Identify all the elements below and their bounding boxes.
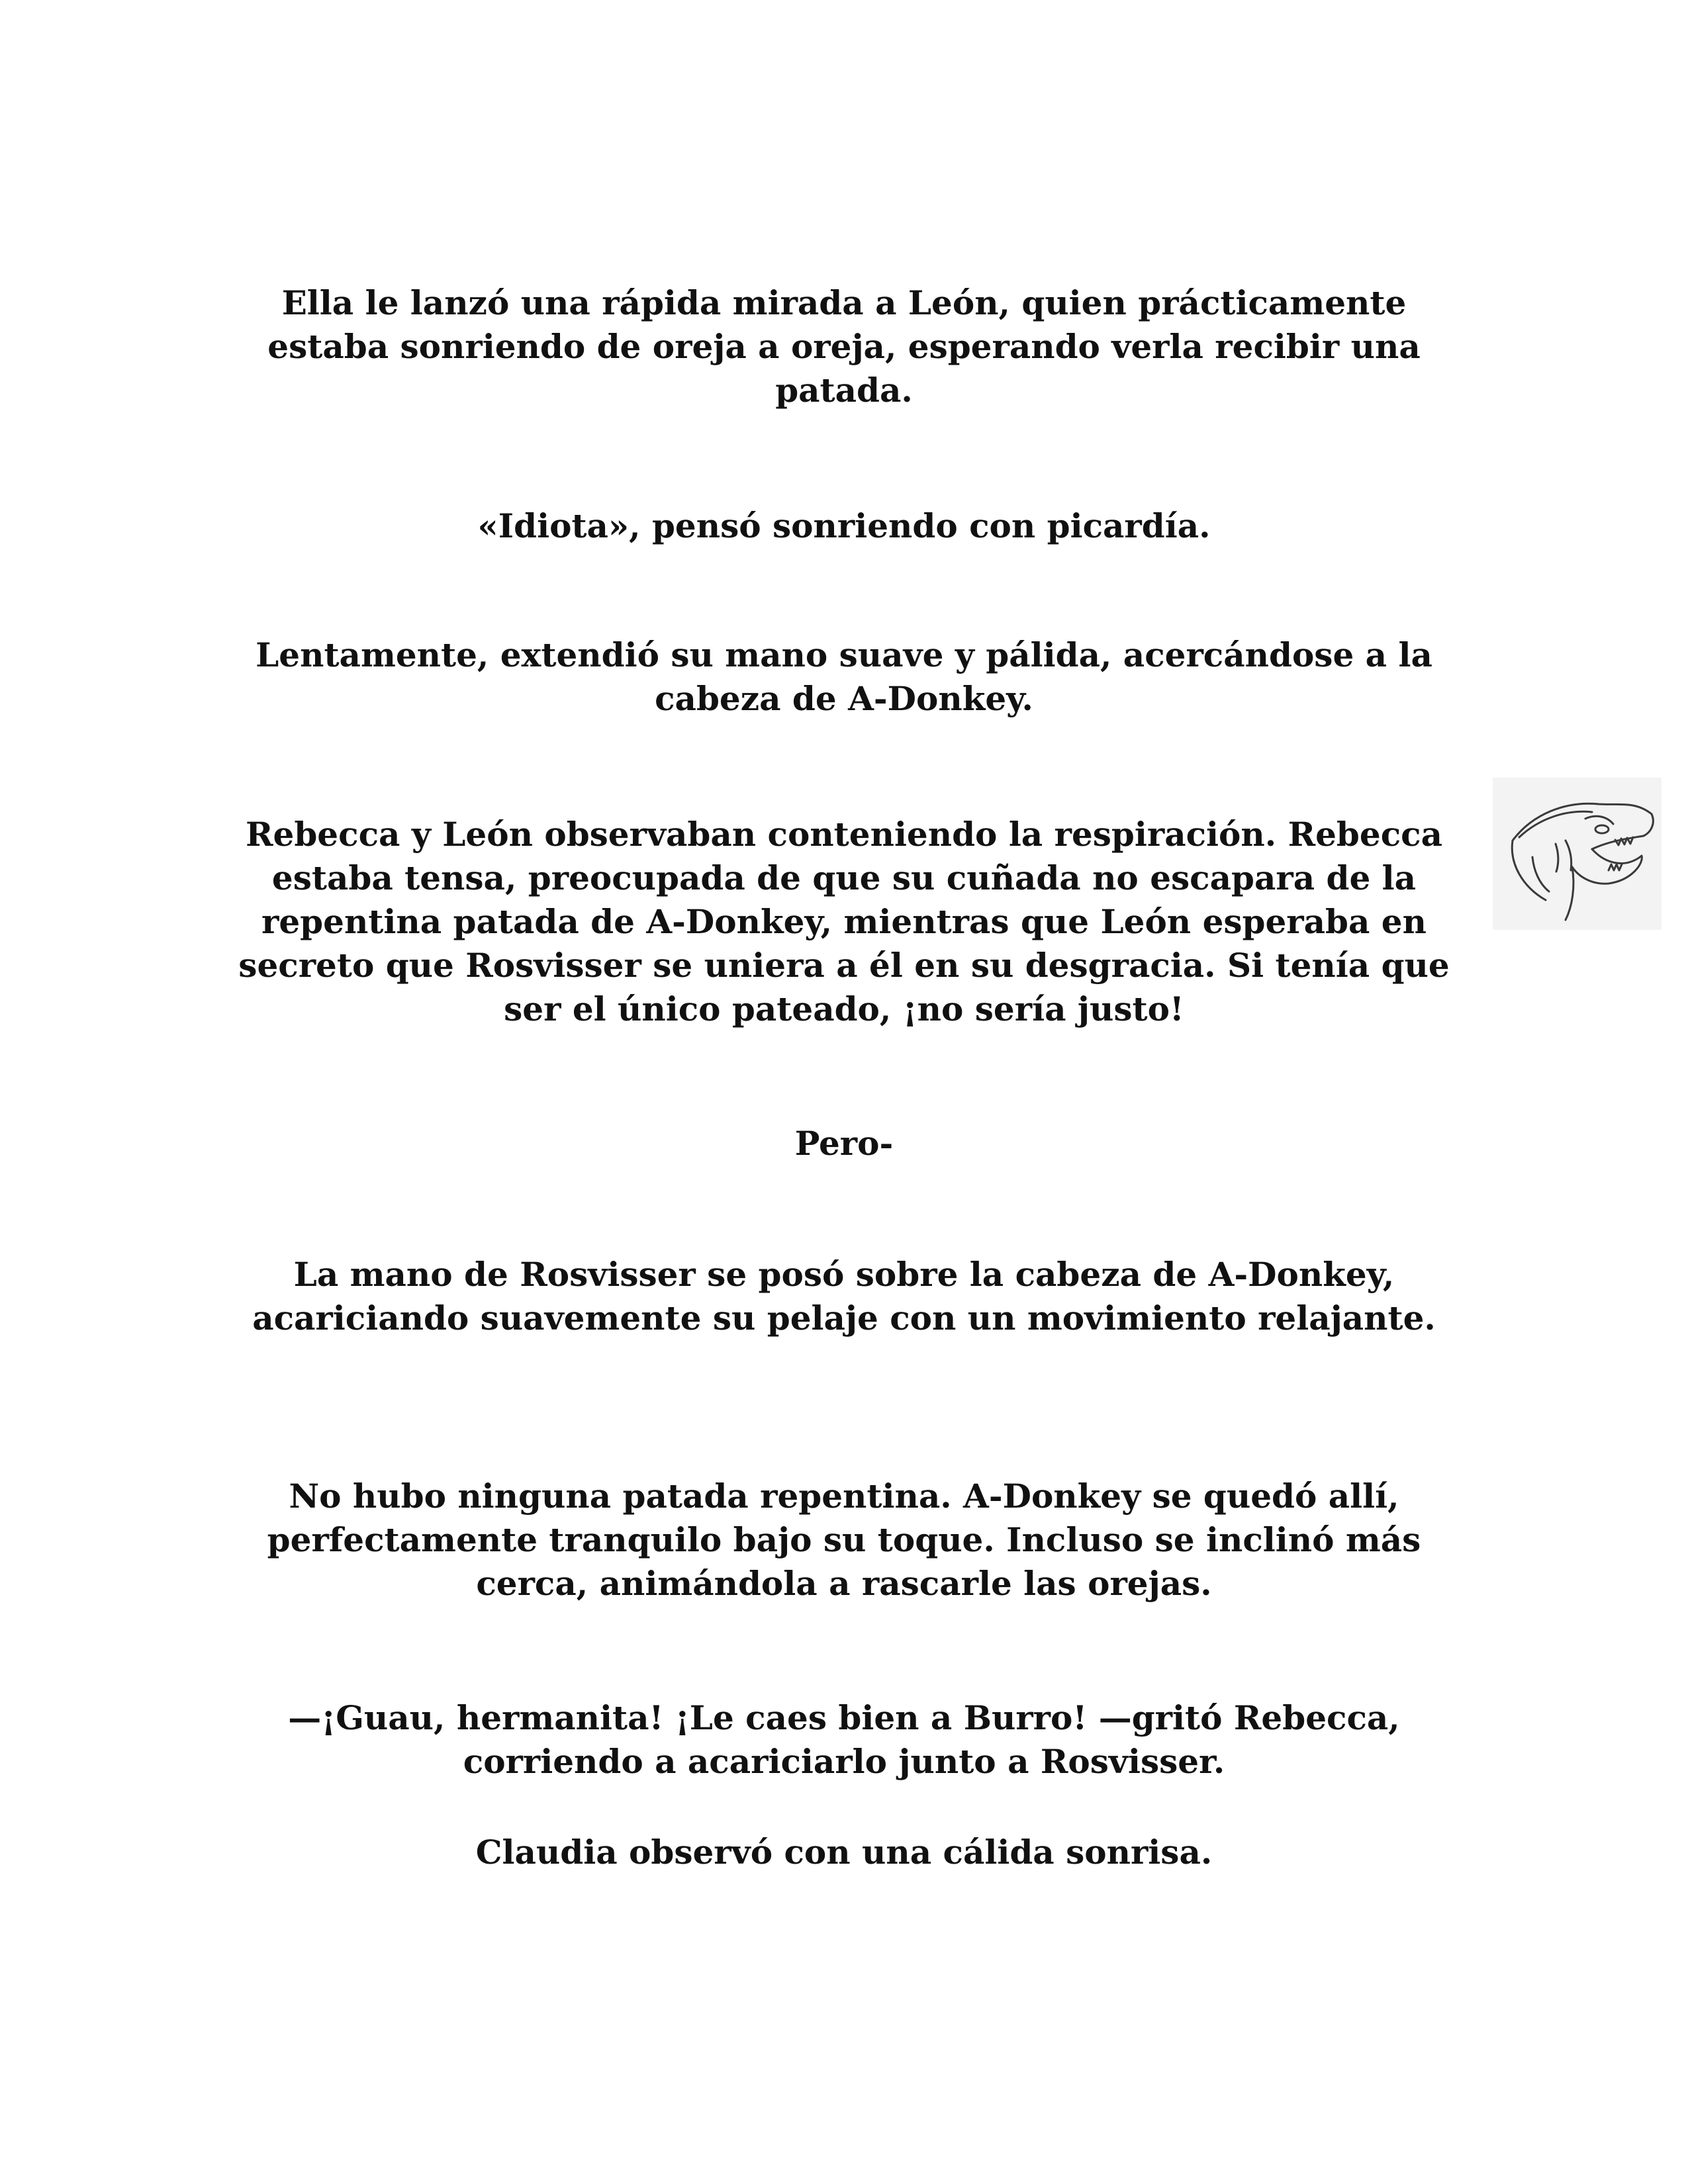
paragraph-9: Claudia observó con una cálida sonrisa.: [475, 1833, 1213, 1872]
paragraph-5: Pero-: [794, 1124, 894, 1163]
paragraph-8: —¡Guau, hermanita! ¡Le caes bien a Burro! —gritó Rebecca, corriendo a acariciarlo junto a Rosvisser.: [288, 1698, 1400, 1781]
paragraph-3: Lentamente, extendió su mano suave y pálida, acercándose a la cabeza de A-Donkey.: [256, 635, 1432, 718]
paragraph-2: «Idiota», pensó sonriendo con picardía.: [477, 506, 1211, 545]
dinosaur-head-sketch-icon: [1493, 778, 1662, 930]
paragraph-4: Rebecca y León observaban conteniendo la respiración. Rebecca estaba tensa, preocupada de que su cuñada no escapara de la repentina patada de A-Donkey, mientras que León esperaba en secreto que Rosvisser se uniera a él en su desgracia. Si tenía que ser el único pateado, ¡no sería justo!: [238, 815, 1450, 1028]
paragraph-6: La mano de Rosvisser se posó sobre la cabeza de A-Donkey, acariciando suavemente su pelaje con un movimiento relajante.: [252, 1255, 1436, 1338]
paragraph-7: No hubo ninguna patada repentina. A-Donkey se quedó allí, perfectamente tranquilo bajo su toque. Incluso se inclinó más cerca, animándola a rascarle las orejas.: [267, 1477, 1421, 1603]
paragraph-1: Ella le lanzó una rápida mirada a León, quien prácticamente estaba sonriendo de oreja a oreja, esperando verla recibir una patada.: [267, 283, 1421, 410]
